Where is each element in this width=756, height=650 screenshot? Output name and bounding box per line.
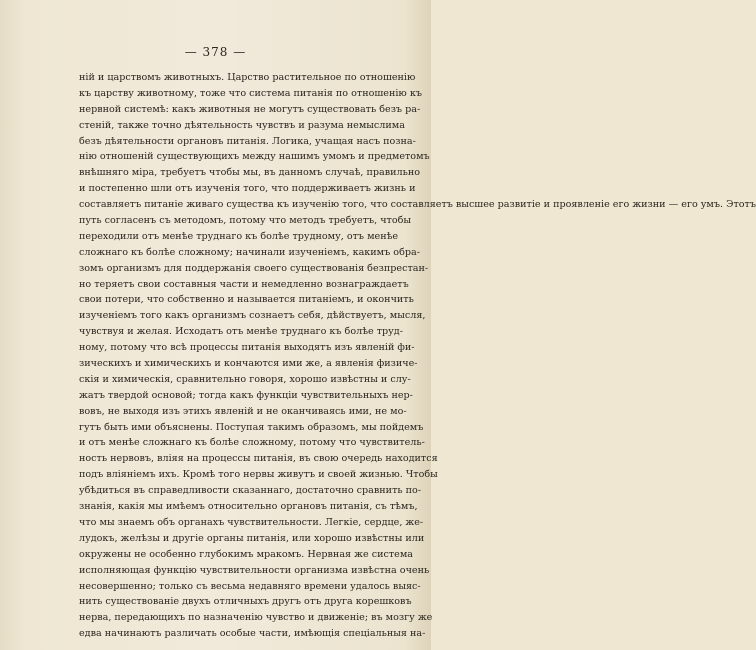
text-line: чувствуя и желая. Исходатъ отъ менѣе труднаго къ болѣе труд-	[79, 326, 403, 338]
text-line: ній и царствомъ животныхъ. Царство растительное по отношенію	[79, 72, 416, 83]
text-line: скія и химическія, сравнительно говоря, хорошо извѣстны и слу-	[79, 373, 411, 385]
text-line: убѣдиться въ справедливости сказаннаго, достаточно сравнить по-	[79, 485, 422, 497]
text-line: ность нервовъ, вліяя на процессы питанія, въ свою очередь находится	[79, 453, 438, 465]
text-line: составляетъ питаніе живаго существа къ изученію того, что составляетъ высшее развитіе и проявленіе его жизни — его умъ. Этотъ	[79, 199, 756, 211]
text-line: подъ вліяніемъ ихъ. Кромѣ того нервы живутъ и своей жизнью. Чтобы	[79, 469, 438, 481]
text-line: жатъ твердой основой; тогда какъ функціи чувствительныхъ нер-	[79, 389, 413, 401]
text-line: зическихъ и химическихъ и кончаются ими же, а явленія физиче-	[79, 358, 418, 370]
text-line: безъ дѣятельности органовъ питанія. Логика, учащая насъ позна-	[79, 135, 416, 147]
text-line: и отъ менѣе сложнаго къ болѣе сложному, потому что чувствитель-	[79, 437, 425, 449]
text-line: свои потери, что собственно и называется питаніемъ, и окончить	[79, 294, 414, 306]
text-line: къ царству животному, тоже что система питанія по отношенію къ	[79, 87, 422, 99]
text-line: несовершенно; только съ весьма недавняго времени удалось выяс-	[79, 580, 421, 592]
text-line: исполняющая функцію чувствительности организма извѣстна очень	[79, 564, 430, 576]
text-line: стеній, также точно дѣятельность чувствъ и разума немыслима	[79, 119, 405, 131]
text-line: знанія, какія мы имѣемъ относительно органовъ питанія, съ тѣмъ,	[79, 501, 418, 513]
text-line: зомъ организмъ для поддержанія своего существованія безпрестан-	[79, 262, 429, 274]
text-line: переходили отъ менѣе труднаго къ болѣе трудному, отъ менѣе	[79, 230, 399, 242]
text-line: нить существованіе двухъ отличныхъ другъ отъ друга корешковъ	[79, 596, 412, 608]
text-line: что мы знаемъ объ органахъ чувствительности. Легкіе, сердце, же-	[79, 516, 424, 528]
text-line: внѣшняго міра, требуетъ чтобы мы, въ данномъ случаѣ, правильно	[79, 167, 421, 179]
text-line: путь согласенъ съ методомъ, потому что методъ требуетъ, чтобы	[79, 215, 412, 227]
text-line: окружены не особенно глубокимъ мракомъ. Нервная же система	[79, 548, 414, 560]
page-number: — 378 —	[184, 45, 247, 59]
text-line: сложнаго къ болѣе сложному; начинали изученіемъ, какимъ обра-	[79, 246, 420, 258]
text-line: нію отношеній существующихъ между нашимъ умомъ и предметомъ	[79, 151, 430, 163]
text-line: вовъ, не выходя изъ этихъ явленій и не оканчиваясь ими, не мо-	[79, 405, 407, 417]
text-line: нерва, передающихъ по назначенію чувство и движеніе; въ мозгу же	[79, 612, 433, 624]
text-line: едва начинаютъ различать особые части, имѣющія спеціальныя на-	[79, 628, 426, 640]
text-line: гутъ быть ими объяснены. Поступая такимъ образомъ, мы пойдемъ	[79, 421, 424, 433]
text-line: нервной системѣ: какъ животныя не могутъ существовать безъ ра-	[79, 103, 421, 115]
text-line: лудокъ, желѣзы и другіе органы питанія, или хорошо извѣстны или	[79, 532, 425, 544]
body-text	[79, 70, 756, 642]
text-line: но теряетъ свои составныя части и немедленно вознаграждаетъ	[79, 278, 409, 290]
text-line: изученіемъ того какъ организмъ сознаетъ себя, дѣйствуетъ, мысля,	[79, 310, 426, 322]
text-line: ному, потому что всѣ процессы питанія выходятъ изъ явленій фи-	[79, 342, 415, 354]
text-line: и постепенно шли отъ изученія того, что поддерживаетъ жизнь и	[79, 183, 416, 195]
